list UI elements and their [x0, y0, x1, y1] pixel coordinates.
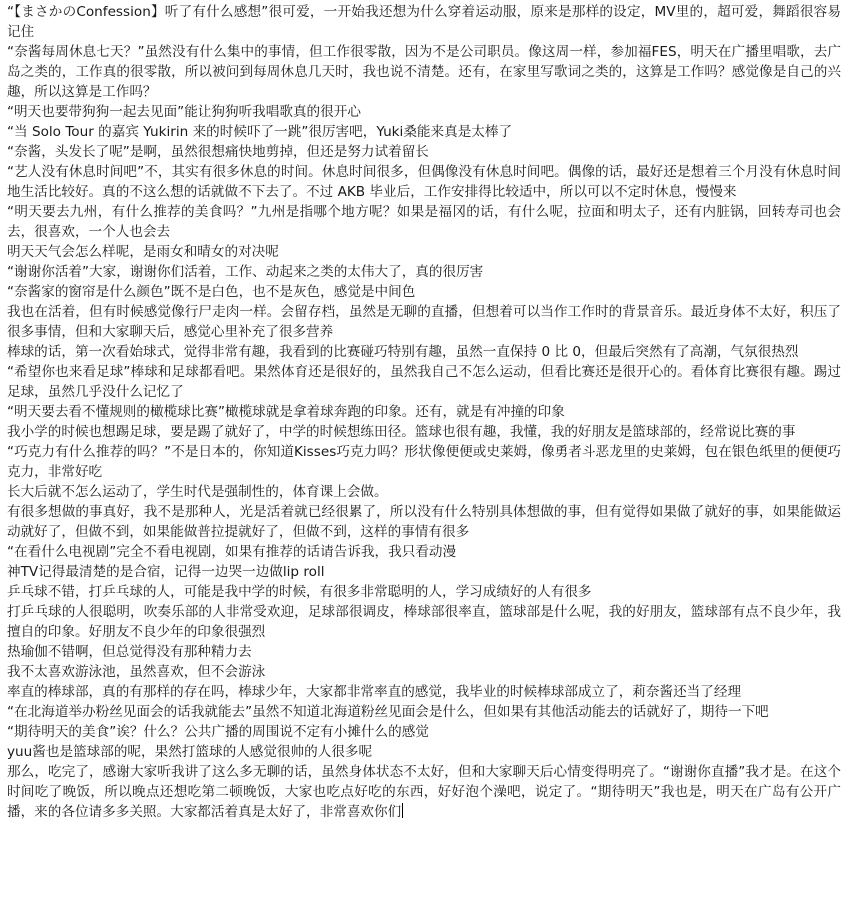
paragraph-closing-text: 那么，吃完了，感谢大家听我讲了这么多无聊的话，虽然身体状态不太好，但和大家聊天后心情变得明亮了。“谢谢你直播”我才是。在这个时间吃了晚饭，所以晚点还想吃第二顿晚饭，大家也吃点好吃的东西，好好泡个澡吧，说定了。“期待明天”我也是，明天在广岛有公开广播，来的各位请多多关照。大家都活着真是太好了，非常喜欢你们 [7, 764, 841, 820]
paragraph-zombie: 我也在活着，但有时候感觉像行尸走肉一样。会留存档，虽然是无聊的直播，但想着可以当作工作时的背景音乐。最近身体不太好，积压了很多事情，但和大家聊天后，感觉心里补充了很多营养 [7, 304, 841, 340]
paragraph-baseball: 棒球的话，第一次看始球式，觉得非常有趣，我看到的比赛碰巧特别有趣，虽然一直保持 0 比 0，但最后突然有了高潮，气氛很热烈 [7, 344, 799, 360]
paragraph-days-off: “奈酱每周休息七天？”虽然没有什么集中的事情，但工作很零散，因为不是公司职员。像这周一样，参加福FES，明天在广播里唱歌，去广岛之类的，工作真的很零散，所以被问到每周休息几天时，我也说不清楚。还有，在家里写歌词之类的，这算是工作吗？感觉像是自己的兴趣，所以这算是工作吗？ [7, 44, 841, 100]
paragraph-weather: 明天天气会怎么样呢，是雨女和晴女的对决呢 [7, 244, 279, 260]
text-cursor [402, 803, 403, 818]
paragraph-confession: “【まさかのConfession】听了有什么感想”很可爱，一开始我还想为什么穿着运动服，原来是那样的设定，MV里的，超可爱，舞蹈很容易记住 [7, 4, 841, 40]
paragraph-kami-tv: 神TV记得最清楚的是合宿，记得一边哭一边做lip roll [7, 564, 325, 580]
paragraph-hair: “奈酱，头发长了呢”是啊，虽然很想痛快地剪掉，但还是努力试着留长 [7, 144, 429, 160]
paragraph-tv-drama: “在看什么电视剧”完全不看电视剧，如果有推荐的话请告诉我，我只看动漫 [7, 544, 457, 560]
paragraph-thanks-living: “谢谢你活着”大家，谢谢你们活着，工作、动起来之类的太伟大了，真的很厉害 [7, 264, 484, 280]
paragraph-kyushu-food: “明天要去九州，有什么推荐的美食吗？”九州是指哪个地方呢？如果是福冈的话，有什么呢，拉面和明太子，还有内脏锅，回转寿司也会去，很喜欢，一个人也会去 [7, 204, 841, 240]
paragraph-chocolate: “巧克力有什么推荐的吗？”不是日本的，你知道Kisses巧克力吗？形状像便便或史莱姆，像勇者斗恶龙里的史莱姆，包在银色纸里的便便巧克力，非常好吃 [7, 444, 841, 480]
paragraph-idol-rest: “艺人没有休息时间吧”不，其实有很多休息的时间。休息时间很多，但偶像没有休息时间吧。偶像的话，最好还是想着三个月没有休息时间地生活比较好。真的不这么想的话就做不下去了。不过 AKB 毕业后，工作安排得比较适中，所以可以不定时休息，慢慢来 [7, 164, 841, 200]
document-body [7, 2, 841, 822]
paragraph-exercise: 长大后就不怎么运动了，学生时代是强制性的，体育课上会做。 [7, 484, 388, 500]
paragraph-football: “希望你也来看足球”棒球和足球都看吧。果然体育还是很好的，虽然我自己不怎么运动，但看比赛还是很开心的。看体育比赛很有趣。踢过足球，虽然几乎没什么记忆了 [7, 364, 841, 400]
paragraph-hokkaido: “在北海道举办粉丝见面会的话我就能去”虽然不知道北海道粉丝见面会是什么，但如果有其他活动能去的话就好了，期待一下吧 [7, 704, 769, 720]
paragraph-food-stalls: “期待明天的美食”诶？什么？公共广播的周围说不定有小摊什么的感觉 [7, 724, 429, 740]
paragraph-pool: 我不太喜欢游泳池，虽然喜欢，但不会游泳 [7, 664, 266, 680]
paragraph-closing [7, 762, 841, 822]
paragraph-basketball: yuu酱也是篮球部的呢，果然打篮球的人感觉很帅的人很多呢 [7, 744, 373, 760]
paragraph-wishes: 有很多想做的事真好，我不是那种人，光是活着就已经很累了，所以没有什么特别具体想做的事，但有觉得如果做了就好的事，如果能做运动就好了，但做不到，如果能做普拉提就好了，但做不到，这样的事情有很多 [7, 504, 841, 540]
paragraph-school-sports: 我小学的时候也想踢足球，要是踢了就好了，中学的时候想练田径。篮球也很有趣，我懂，我的好朋友是篮球部的，经常说比赛的事 [7, 424, 796, 440]
paragraph-solo-tour: “当 Solo Tour 的嘉宾 Yukirin 来的时候吓了一跳”很厉害吧，Yuki桑能来真是太棒了 [7, 124, 513, 140]
paragraph-rugby: “明天要去看不懂规则的橄榄球比赛”橄榄球就是拿着球奔跑的印象。还有，就是有冲撞的印象 [7, 404, 565, 420]
paragraph-hot-yoga: 热瑜伽不错啊，但总觉得没有那种精力去 [7, 644, 252, 660]
paragraph-dog: “明天也要带狗狗一起去见面”能让狗狗听我唱歌真的很开心 [7, 104, 361, 120]
paragraph-curtain: “奈酱家的窗帘是什么颜色”既不是白色，也不是灰色，感觉是中间色 [7, 284, 416, 300]
paragraph-baseball-club: 率直的棒球部，真的有那样的存在吗，棒球少年，大家都非常率直的感觉，我毕业的时候棒球部成立了，莉奈酱还当了经理 [7, 684, 742, 700]
paragraph-clubs: 打乒乓球的人很聪明，吹奏乐部的人非常受欢迎，足球部很调皮，棒球部很率直，篮球部是什么呢，我的好朋友，篮球部有点不良少年，我擅自的印象。好朋友不良少年的印象很强烈 [7, 604, 841, 640]
paragraph-ping-pong: 乒乓球不错，打乒乓球的人，可能是我中学的时候，有很多非常聪明的人，学习成绩好的人有很多 [7, 584, 592, 600]
